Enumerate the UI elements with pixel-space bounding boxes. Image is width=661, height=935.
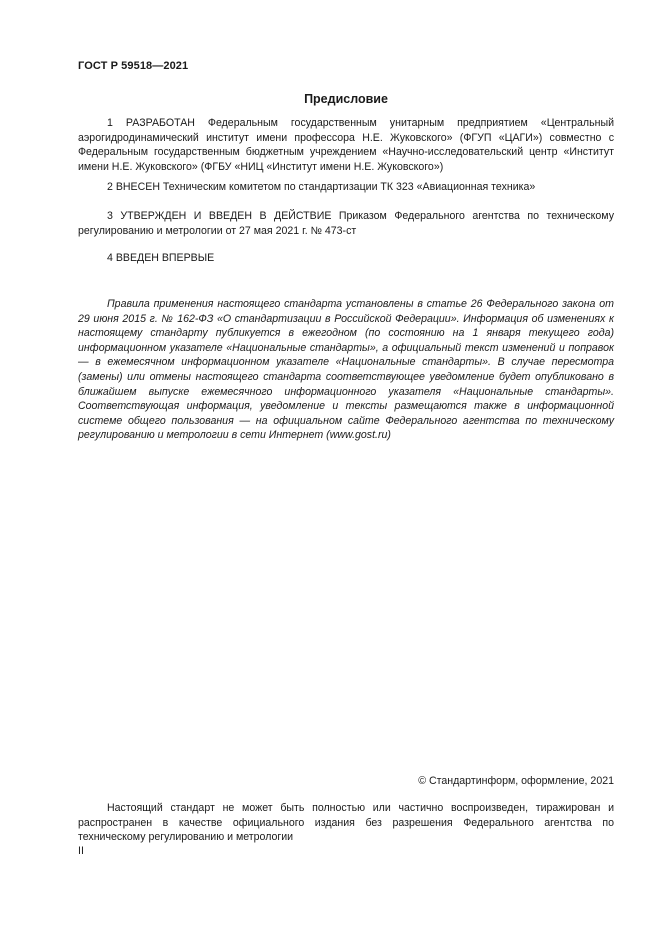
paragraph-developed-by: 1 РАЗРАБОТАН Федеральным государственным унитарным предприятием «Центральный аэрогидродинамический институт имени профессора Н.Е. Жуковского» (ФГУП «ЦАГИ») совместно с Федеральным государственным бюджетным учреждением «Научно-исследовательский центр «Институт имени Н.Е. Жуковского» (ФГБУ «НИЦ «Институт имени Н.Е. Жуковского»)	[78, 117, 614, 173]
paragraph-introduced-by: 2 ВНЕСЕН Техническим комитетом по стандартизации ТК 323 «Авиационная техника»	[107, 181, 536, 193]
section-title: Предисловие	[304, 92, 388, 106]
paragraph-approved: 3 УТВЕРЖДЕН И ВВЕДЕН В ДЕЙСТВИЕ Приказом Федерального агентства по техническому регулированию и метрологии от 27 мая 2021 г. № 473-ст	[78, 210, 614, 237]
paragraph-first-introduced: 4 ВВЕДЕН ВПЕРВЫЕ	[107, 252, 215, 264]
copyright-line: © Стандартинформ, оформление, 2021	[418, 775, 614, 787]
application-rules-notice: Правила применения настоящего стандарта установлены в статье 26 Федерального закона от 29 июня 2015 г. № 162-ФЗ «О стандартизации в Российской Федерации». Информация об изменениях к настоящему стандарту публикуется в ежегодном (по состоянию на 1 января текущего года) информационном указателе «Национальные стандарты», а официальный текст изменений и поправок — в ежемесячном информационном указателе «Национальные стандарты». В случае пересмотра (замены) или отмены настоящего стандарта соответствующее уведомление будет опубликовано в ближайшем выпуске ежемесячного информационного указателя «Национальные стандарты». Соответствующая информация, уведомление и тексты размещаются также в информационной системе общего пользования — на официальном сайте Федерального агентства по техническому регулированию и метрологии в сети Интернет (www.gost.ru)	[78, 298, 614, 442]
page-number: II	[78, 845, 84, 857]
reproduction-notice: Настоящий стандарт не может быть полностью или частично воспроизведен, тиражирован и распространен в качестве официального издания без разрешения Федерального агентства по техническому регулированию и метрологии	[78, 802, 614, 844]
document-code: ГОСТ Р 59518—2021	[78, 60, 189, 72]
